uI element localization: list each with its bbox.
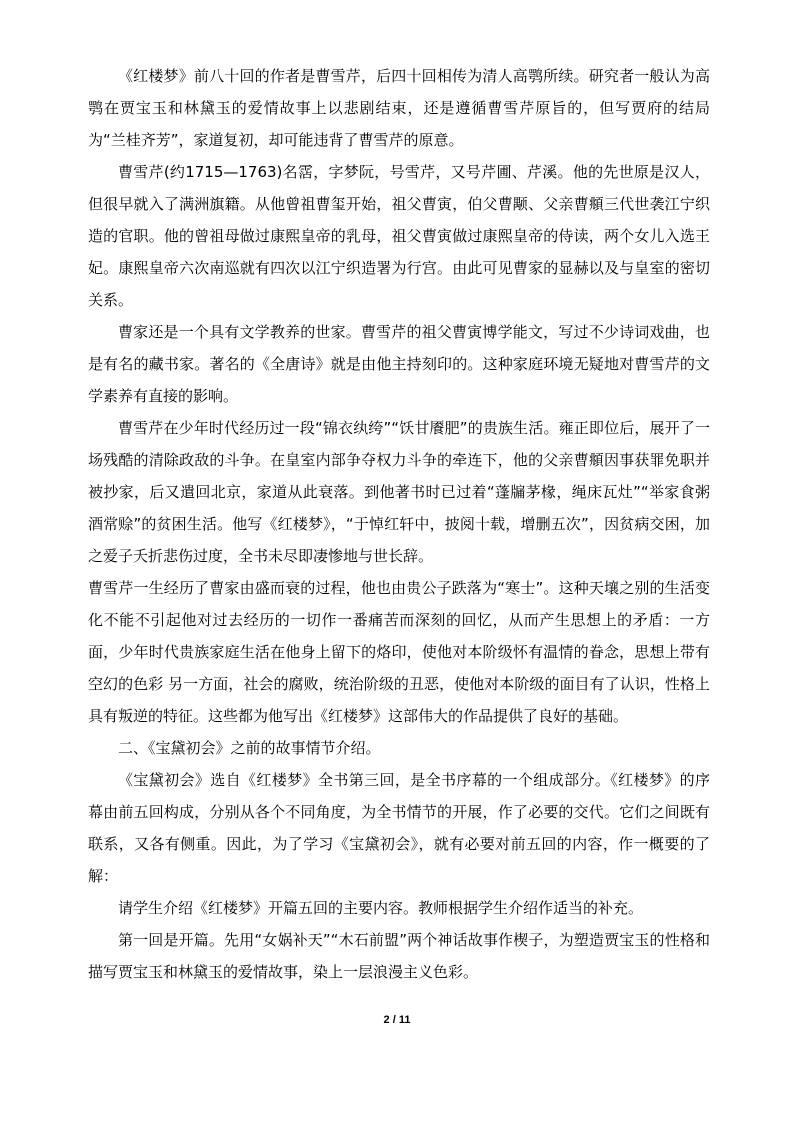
paragraph-prologue-structure: 《宝黛初会》选自《红楼梦》全书第三回，是全书序幕的一个组成部分。《红楼梦》的序幕由前五回构成，分别从各个不同角度，为全书情节的开展，作了必要的交代。它们之间既有联系，又各有侧重。因此，为了学习《宝黛初会》，就有必要对前五回的内容，作一概要的了解：: [88, 771, 710, 885]
page-number: 2 / 11: [383, 1014, 411, 1026]
document-body: [88, 60, 710, 988]
paragraph-student-task: 请学生介绍《红楼梦》开篇五回的主要内容。教师根据学生介绍作适当的补充。: [118, 899, 644, 917]
paragraph-life-contrast: 曹雪芹一生经历了曹家由盛而衰的过程，他也由贵公子跌落为“寒士”。这种天壤之别的生活变化不能不引起他对过去经历的一切作一番痛苦而深刻的回忆，从而产生思想上的矛盾：一方面，少年时代贵族家庭生活在他身上留下的烙印，使他对本阶级怀有温情的眷念，思想上带有空幻的色彩 另一方面，社会的腐败，统治阶级的丑恶，使他对本阶级的面目有了认识，性格上具有叛逆的特征。这些都为他写出《红楼梦》这部伟大的作品提供了良好的基础。: [88, 579, 710, 725]
paragraph-cao-xueqin-biography: 曹雪芹(约1715—1763)名霑，字梦阮，号雪芹，又号芹圃、芹溪。他的先世原是汉人，但很早就入了满洲旗籍。从他曾祖曹玺开始，祖父曹寅，伯父曹颙、父亲曹頫三代世袭江宁织造的官职。他的曾祖母做过康熙皇帝的乳母，祖父曹寅做过康熙皇帝的侍读，两个女儿入选王妃。康熙皇帝六次南巡就有四次以江宁织造署为行宫。由此可见曹家的显赫以及与皇室的密切关系。: [88, 163, 710, 309]
paragraph-family-decline: 曹雪芹在少年时代经历过一段“锦衣纨绔”“饫甘餍肥”的贵族生活。雍正即位后，展开了一场残酷的清除政敌的斗争。在皇室内部争夺权力斗争的牵连下，他的父亲曹頫因事获罪免职并被抄家，后又遣回北京，家道从此衰落。到他著书时已过着“蓬牖茅椽，绳床瓦灶”“举家食粥酒常赊”的贫困生活。他写《红楼梦》，“于悼红轩中，披阅十载，增删五次”，因贫病交困，加之爱子夭折悲伤过度，全书未尽即凄惨地与世长辞。: [88, 419, 710, 565]
paragraph-author-intro: 《红楼梦》前八十回的作者是曹雪芹，后四十回相传为清人高鹗所续。研究者一般认为高鹗在贾宝玉和林黛玉的爱情故事上以悲剧结束，还是遵循曹雪芹原旨的，但写贾府的结局为“兰桂齐芳”，家道复初，却可能违背了曹雪芹的原意。: [88, 67, 710, 149]
paragraph-chapter-one: 第一回是开篇。先用“女娲补天”“木石前盟”两个神话故事作楔子，为塑造贾宝玉的性格和描写贾宝玉和林黛玉的爱情故事，染上一层浪漫主义色彩。: [88, 931, 710, 981]
paragraph-literary-family: 曹家还是一个具有文学教养的世家。曹雪芹的祖父曹寅博学能文，写过不少诗词戏曲，也是有名的藏书家。著名的《全唐诗》就是由他主持刻印的。这种家庭环境无疑地对曹雪芹的文学素养有直接的影响。: [88, 323, 710, 405]
section-heading-plot-intro: 二、《宝黛初会》之前的故事情节介绍。: [118, 739, 381, 757]
